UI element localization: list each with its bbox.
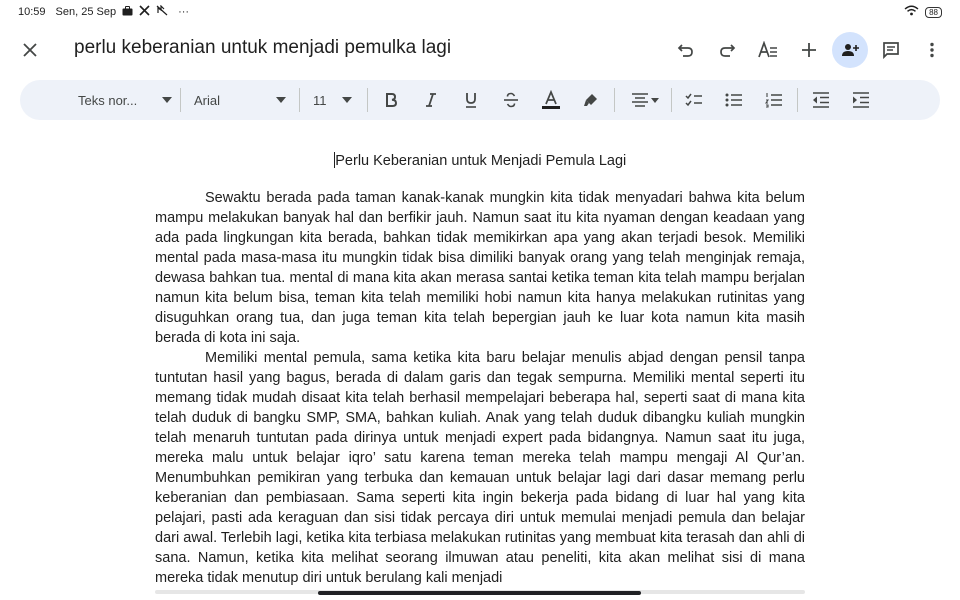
underline-icon <box>465 92 477 108</box>
share-button[interactable] <box>832 32 868 68</box>
redo-button[interactable] <box>709 32 745 68</box>
font-size-value: 11 <box>313 92 327 108</box>
more-vert-icon <box>929 42 935 58</box>
battery-level: 88 <box>929 7 938 17</box>
status-bar <box>0 0 960 24</box>
chevron-down-icon <box>342 97 352 103</box>
align-center-icon <box>631 93 659 107</box>
text-format-icon <box>758 41 778 59</box>
italic-icon <box>425 93 437 107</box>
share-person-icon <box>841 42 859 58</box>
comment-icon <box>882 41 900 59</box>
x-logo-icon <box>139 5 150 19</box>
bulleted-list-button[interactable] <box>716 82 752 118</box>
document-heading[interactable] <box>0 152 960 169</box>
insert-button[interactable] <box>791 32 827 68</box>
paragraph-style-value: Teks nor... <box>78 92 138 108</box>
battery-icon <box>925 7 942 18</box>
wifi-icon <box>904 5 919 19</box>
briefcase-icon <box>122 6 133 19</box>
document-title[interactable]: perlu keberanian untuk menjadi pemulka lagi <box>74 37 452 58</box>
date: Sen, 25 Sep <box>55 6 117 18</box>
bold-button[interactable] <box>373 82 409 118</box>
heading-text: Perlu Keberanian untuk Menjadi Pemula Lagi <box>335 153 627 169</box>
align-dropdown[interactable] <box>619 82 671 118</box>
toolbar-divider <box>797 88 798 112</box>
app-bar <box>0 24 960 76</box>
undo-icon <box>677 41 695 59</box>
clock: 10:59 <box>18 6 46 18</box>
highlighter-icon <box>583 92 599 108</box>
paragraph[interactable]: Sewaktu berada pada taman kanak-kanak mungkin kita tidak menyadari bahwa kita belum mampu melakukan banyak hal dan berfikir jauh. Namun saat itu kita nyaman dengan keadaan yang ada pada lingkungan kita berada, bahkan tidak memikirkan apa yang akan terjadi besok. Memiliki mental pada masa-masa itu mungkin tidak bisa dimiliki banyak orang yang telah menginjak remaja, dewasa bahkan tua. mental di mana kita akan merasa santai ketika teman kita telah mampu berjalan namun kita belum bisa, teman kita telah memiliki hobi namun kita hanya melakukan rutinitas yang disuguhkan orang tua, dan juga teman kita telah bepergian jauh ke luar kota namun kita masih berada di kota ini saja. <box>155 190 805 346</box>
checklist-icon <box>685 93 703 107</box>
strikethrough-button[interactable] <box>493 82 529 118</box>
bold-icon <box>385 93 397 107</box>
more-options-button[interactable] <box>914 32 950 68</box>
strikethrough-icon <box>503 92 519 108</box>
text-color-button[interactable] <box>533 82 569 118</box>
close-icon <box>22 42 38 58</box>
toolbar-divider <box>671 88 672 112</box>
chevron-down-icon <box>162 97 172 103</box>
text-format-button[interactable] <box>750 32 786 68</box>
numbered-list-icon <box>765 92 783 108</box>
increase-indent-icon <box>852 92 870 108</box>
undo-button[interactable] <box>668 32 704 68</box>
add-icon <box>801 42 817 58</box>
underline-button[interactable] <box>453 82 489 118</box>
comment-button[interactable] <box>873 32 909 68</box>
italic-button[interactable] <box>413 82 449 118</box>
font-family-dropdown[interactable] <box>181 80 299 120</box>
toolbar-divider <box>367 88 368 112</box>
increase-indent-button[interactable] <box>843 82 879 118</box>
decrease-indent-icon <box>812 92 830 108</box>
close-button[interactable] <box>12 32 48 68</box>
decrease-indent-button[interactable] <box>803 82 839 118</box>
home-indicator-bar[interactable] <box>318 591 641 595</box>
more-notifications: ··· <box>178 6 190 18</box>
bulleted-list-icon <box>725 93 743 107</box>
toolbar-divider <box>614 88 615 112</box>
highlight-color-button[interactable] <box>573 82 609 118</box>
document-page[interactable] <box>0 124 960 600</box>
font-family-value: Arial <box>194 92 221 108</box>
text-color-icon <box>541 90 561 110</box>
muted-notification-icon <box>156 5 168 19</box>
numbered-list-button[interactable] <box>756 82 792 118</box>
format-toolbar <box>20 80 940 120</box>
checklist-button[interactable] <box>676 82 712 118</box>
document-body[interactable] <box>155 188 805 588</box>
chevron-down-icon <box>276 97 286 103</box>
font-size-dropdown[interactable] <box>300 80 367 120</box>
paragraph[interactable]: Memiliki mental pemula, sama ketika kita baru belajar menulis abjad dengan pensil tanpa tuntutan hasil yang bagus, berada di dalam garis dan tegak sempurna. Memiliki mental seperti itu memang tidak mudah disaat kita telah berhasil mempelajari beberapa hal, seperti saat di mana kita telah duduk di bangku SMP, SMA, bahkan kuliah. Anak yang telah duduk dibangku kuliah mungkin telah menaruh tuntutan pada dirinya untuk menjadi expert pada bidangnya. Namun saat itu juga, mereka malu untuk belajar iqro’ satu karena teman mereka telah mampu mengaji Al Qur’an. Menumbuhkan pemikiran yang terbuka dan kemauan untuk belajar lagi dari dasar memang perlu keberanian dan pembiasaan. Sama seperti kita ingin bekerja pada bidang di luar hal yang kita pelajari, pasti ada keraguan dan sisi tidak percaya diri untuk memulai menjadi pemula dan belajar dari awal. Terlebih lagi, ketika kita terbiasa melakukan rutinitas yang membuat kita terasah dan ahli di sana. Namun, ketika kita melihat seorang ilmuwan atau peneliti, kita akan melihat sisi di mana mereka tidak menutup diri untuk berulang kali menjadi <box>155 350 805 586</box>
paragraph-style-dropdown[interactable] <box>20 80 180 120</box>
redo-icon <box>718 41 736 59</box>
